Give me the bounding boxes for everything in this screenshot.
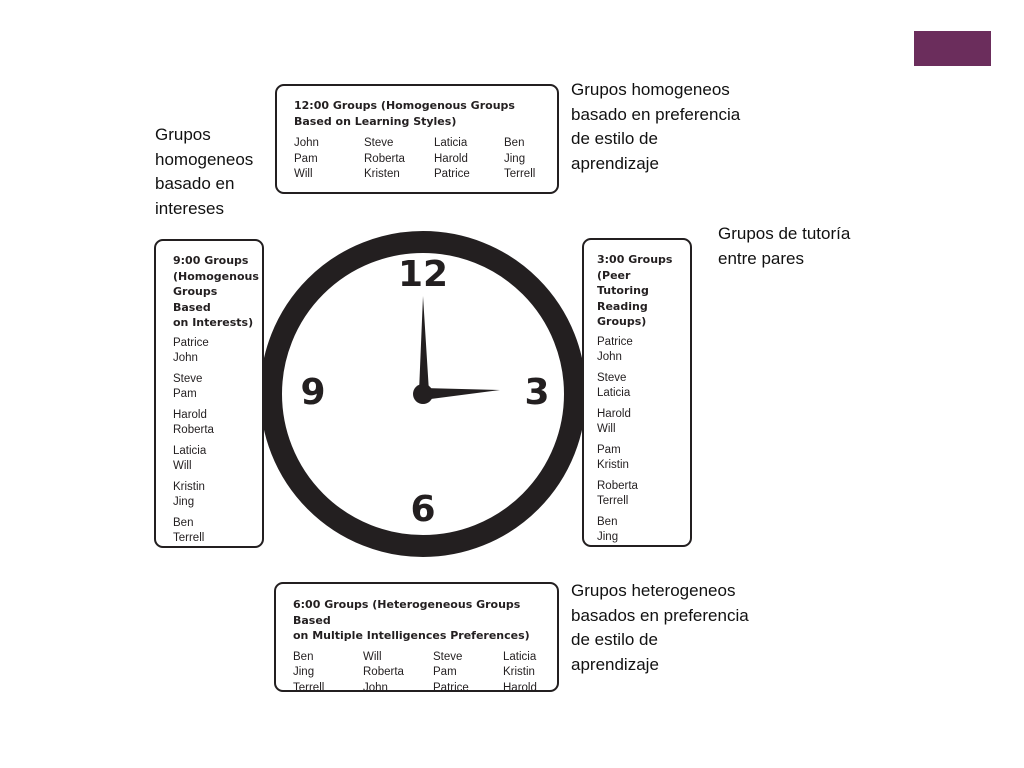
student-name: Jing: [173, 496, 195, 508]
annotation-line: aprendizaje: [571, 654, 659, 674]
student-name: John: [173, 352, 198, 364]
student-name: John: [363, 681, 388, 694]
student-name: Jing: [597, 531, 619, 543]
pair: [597, 335, 686, 366]
annotation-right: [718, 222, 850, 271]
student-name: Ben: [293, 650, 314, 663]
right-group-title-line: (Peer Tutoring: [597, 268, 649, 297]
student-name: Laticia: [597, 387, 631, 399]
student-name: Steve: [433, 650, 463, 663]
pair: [173, 516, 256, 547]
left-group-title-line: 9:00 Groups: [173, 254, 249, 267]
annotation-top-right: [571, 78, 740, 176]
left-group-title-line: (Homogenous: [173, 269, 259, 283]
pair: [597, 515, 686, 546]
student-name: Harold: [434, 152, 468, 165]
bottom-group-names: [293, 650, 551, 697]
name-column: [364, 136, 434, 183]
annotation-line: homogeneos: [155, 149, 254, 169]
student-name: Patrice: [597, 335, 633, 348]
annotation-line: basado en: [155, 174, 235, 193]
student-name: Jing: [504, 152, 526, 165]
annotation-line: Grupos homogeneos: [571, 80, 730, 99]
student-name: Pam: [597, 443, 621, 456]
student-name: Patrice: [433, 681, 469, 694]
student-name: Pam: [294, 152, 318, 165]
numeral-3: 3: [524, 372, 550, 413]
name-column: [504, 136, 564, 183]
right-group-title-line: 3:00 Groups: [597, 253, 673, 266]
student-name: Will: [597, 423, 616, 435]
numeral-12: 12: [397, 254, 449, 295]
annotation-top-left: [155, 123, 253, 221]
annotation-line: entre pares: [718, 248, 804, 268]
student-name: Pam: [433, 666, 457, 678]
top-group-names: [294, 136, 547, 183]
student-name: Ben: [597, 515, 618, 528]
numeral-6: 6: [410, 489, 436, 530]
student-name: Roberta: [363, 666, 404, 678]
pair: [597, 407, 686, 438]
right-group-title: [597, 252, 686, 330]
pair: [173, 480, 256, 511]
pair: [173, 372, 256, 403]
accent-block: [914, 31, 991, 66]
student-name: Roberta: [597, 479, 638, 492]
student-name: Terrell: [597, 495, 629, 507]
name-column: [434, 136, 504, 183]
student-name: Ben: [173, 516, 194, 529]
annotation-line: Grupos: [155, 125, 211, 144]
top-group-title-line1: 12:00 Groups (Homogenous Groups: [294, 99, 515, 112]
left-group-title: [173, 253, 259, 331]
student-name: Laticia: [434, 137, 468, 149]
bottom-group-title: [293, 597, 551, 644]
student-name: Will: [294, 168, 313, 180]
left-group-title-line: Groups Based: [173, 285, 218, 314]
left-group-pairs: [173, 336, 256, 547]
right-group-box: [582, 238, 692, 547]
student-name: Steve: [173, 372, 203, 385]
numeral-9: 9: [300, 372, 326, 413]
student-name: John: [294, 137, 319, 149]
annotation-line: basados en preferencia: [571, 605, 749, 625]
student-name: Jing: [293, 666, 315, 678]
student-name: Will: [173, 460, 192, 472]
annotation-line: de estilo de: [571, 129, 658, 148]
right-group-pairs: [597, 335, 686, 546]
student-name: Ben: [504, 137, 525, 149]
left-group-box: [154, 239, 264, 548]
left-group-title-line: on Interests): [173, 316, 254, 329]
student-name: Kristin: [597, 459, 629, 471]
student-name: Harold: [597, 407, 631, 420]
pair: [597, 479, 686, 510]
annotation-line: de estilo de: [571, 630, 658, 649]
annotation-line: intereses: [155, 198, 224, 218]
student-name: Steve: [364, 137, 394, 149]
annotation-bottom-right: [571, 579, 749, 677]
annotation-line: Grupos heterogeneos: [571, 581, 736, 600]
student-name: Terrell: [293, 681, 325, 694]
top-group-box: [275, 84, 559, 194]
student-name: Kristin: [173, 480, 205, 493]
name-column: [294, 136, 364, 183]
top-group-title-line2: Based on Learning Styles): [294, 114, 457, 128]
student-name: Roberta: [364, 152, 405, 165]
pair: [173, 336, 256, 367]
name-column: [293, 650, 363, 697]
annotation-line: aprendizaje: [571, 153, 659, 173]
pair: [597, 443, 686, 474]
student-name: Harold: [503, 681, 537, 694]
student-name: Terrell: [173, 532, 205, 544]
student-name: Pam: [173, 388, 197, 400]
student-name: Kristen: [364, 168, 400, 180]
student-name: Patrice: [173, 336, 209, 349]
annotation-line: Grupos de tutoría: [718, 224, 851, 243]
right-group-title-line: Reading: [597, 299, 648, 313]
student-name: Harold: [173, 408, 207, 421]
student-name: Roberta: [173, 424, 214, 436]
bottom-group-title-line2: on Multiple Intelligences Preferences): [293, 629, 530, 642]
student-name: Kristin: [503, 666, 535, 678]
pair: [597, 371, 686, 402]
student-name: Laticia: [173, 444, 207, 457]
student-name: Laticia: [503, 650, 537, 663]
name-column: [503, 650, 563, 697]
right-group-title-line: Groups): [597, 315, 647, 328]
top-group-title: [294, 98, 547, 129]
student-name: John: [597, 351, 622, 363]
bottom-group-box: [274, 582, 559, 692]
student-name: Patrice: [434, 168, 470, 180]
clock-diagram: [259, 214, 587, 574]
student-name: Terrell: [504, 168, 536, 180]
name-column: [433, 650, 503, 697]
clock-center-pin: [413, 384, 433, 404]
student-name: Will: [363, 650, 382, 663]
student-name: Steve: [597, 371, 627, 384]
annotation-line: basado en preferencia: [571, 104, 741, 124]
pair: [173, 444, 256, 475]
bottom-group-title-line1: 6:00 Groups (Heterogeneous Groups Based: [293, 598, 521, 627]
pair: [173, 408, 256, 439]
name-column: [363, 650, 433, 697]
